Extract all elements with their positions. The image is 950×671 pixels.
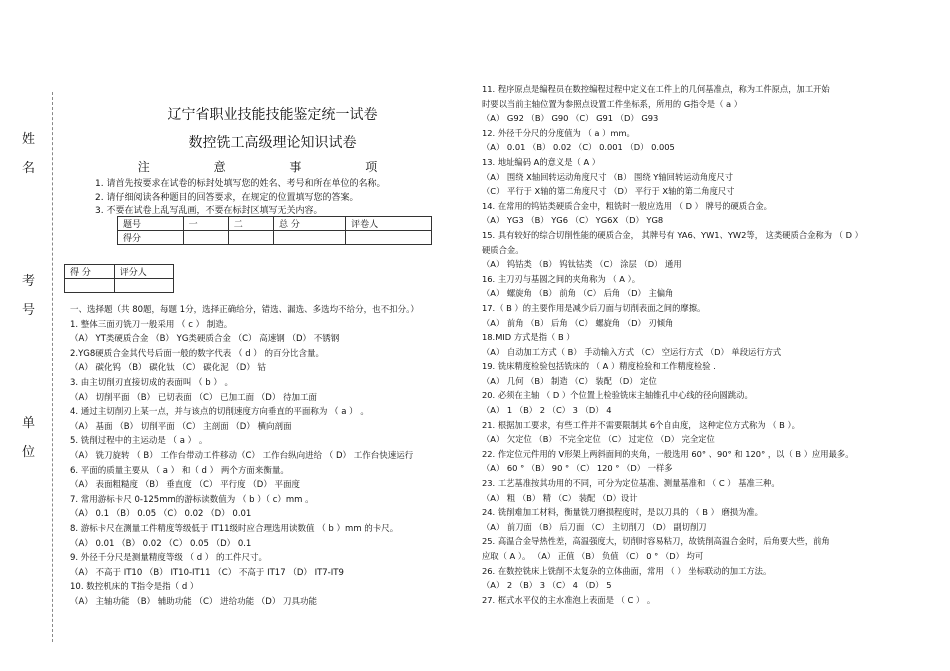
section-score-row [65, 279, 174, 293]
name-label-char1: 姓 [22, 132, 36, 147]
section-score-header: 得 分 [65, 265, 115, 279]
option-line: （A） 1 （B） 2 （C） 3 （D） 4 [482, 405, 612, 416]
option-line: （A） 前角 （B） 后角 （C） 螺旋角 （D） 刃倾角 [482, 317, 674, 328]
question-line: 15. 具有较好的综合切削性能的硬质合金， 其牌号有 YA6、YW1、YW2等， 这类硬质合金称为 （ D ） [482, 229, 863, 240]
question-line: 5. 铣削过程中的主运动是 （ a ） 。 [70, 436, 208, 447]
name-label-char2: 名 [22, 161, 36, 176]
question-line: 1. 整体三面刃铣刀一般采用 （ c ） 制造。 [70, 319, 233, 330]
exam-subtitle: 数控铣工高级理论知识试卷 [188, 135, 357, 151]
option-line: （A） YT类硬质合金 （B） YG类硬质合金 （C） 高速钢 （D） 不锈钢 [70, 334, 340, 345]
unit-label-char2: 位 [22, 445, 36, 460]
option-line: （A） 主轴功能 （B） 辅助功能 （C） 进给功能 （D） 刀具功能 [70, 596, 318, 607]
option-line: （A） 碳化钨 （B） 碳化钛 （C） 碳化泥 （D） 钴 [70, 363, 267, 374]
score-cell[interactable] [183, 231, 228, 245]
question-line: 3. 由主切削刃直接切成的表面叫 （ b ） 。 [70, 377, 234, 388]
section-score-header: 评分人 [114, 265, 173, 279]
option-line: （A） 前刀面 （B） 后刀面 （C） 主切削刀 （D） 副切削刀 [482, 521, 707, 532]
option-line: （A） 60 ° （B） 90 ° （C） 120 ° （D） 一样多 [482, 463, 673, 474]
question-line: 2.YG8硬质合金其代号后面一般的数字代表 （ d ） 的百分比含量。 [70, 348, 325, 359]
question-line: 11. 程序原点是编程员在数控编程过程中定义在工件上的几何基准点，称为工件原点，加工开始 [482, 84, 830, 94]
question-line: 应取（ A ）。 （A） 正值 （B） 负值 （C） 0 ° （D） 均可 [482, 551, 704, 561]
question-line: 27. 框式水平仪的主水准泡上表面是 （ C ） 。 [482, 594, 656, 605]
question-line: 24. 铣削难加工材料，衡量铣刀磨损程度时，是以刀具的 （ B ） 磨损为准。 [482, 507, 763, 518]
score-cell[interactable] [65, 279, 115, 293]
question-line: 25. 高温合金导热性差，高温强度大，切削时容易粘刀，故铣削高温合金时，后角要大些，前角 [482, 536, 830, 547]
section-score-header-row [65, 265, 174, 279]
question-line: 12. 外径千分尺的分度值为 （ a ）mm。 [482, 127, 635, 138]
question-line: 26. 在数控铣床上铣削不太复杂的立体曲面，常用 （ ） 坐标联动的加工方法。 [482, 565, 772, 576]
option-line: （A） 不高于 IT10 （B） IT10-IT11 （C） 不高于 IT17 （D） IT7-IT9 [70, 567, 344, 578]
option-line: （A） 围绕 X轴回转运动角度尺寸 （B） 围绕 Y轴回转运动角度尺寸 [482, 171, 734, 182]
binding-cut-line [52, 92, 53, 642]
option-line: （A） G92 （B） G90 （C） G91 （D） G93 [482, 113, 659, 124]
option-line: （A） 0.01 （B） 0.02 （C） 0.05 （D） 0.1 [70, 538, 252, 549]
question-line: 14. 在常用的钨钴类硬质合金中，粗铣时一般应选用 （ D ） 牌号的硬质合金。 [482, 200, 772, 211]
option-line: （A） 钨钴类 （B） 钨钛钴类 （C） 涂层 （D） 通用 [482, 259, 682, 270]
question-line: 10. 数控机床的 T指令是指（ d ） [70, 582, 199, 593]
notice-heading: 注 意 事 项 [137, 160, 408, 174]
exam-title: 辽宁省职业技能技能鉴定统一试卷 [167, 107, 378, 123]
score-cell[interactable] [114, 279, 173, 293]
option-line: （A） 几何 （B） 制造 （C） 装配 （D） 定位 [482, 375, 657, 386]
notice-item: 2. 请仔细阅读各种题目的回答要求，在规定的位置填写您的答案。 [95, 192, 359, 203]
score-table-header: 题号 [118, 217, 184, 231]
option-line: （A） 切削平面 （B） 已切表面 （C） 已加工面 （D） 待加工面 [70, 392, 318, 403]
option-line: （A） 基面 （B） 切削平面 （C） 主剖面 （D） 横向剖面 [70, 421, 292, 432]
score-table-row [118, 231, 432, 245]
unit-label-char1: 单 [22, 416, 36, 431]
option-line: （A） 螺旋角 （B） 前角 （C） 后角 （D） 主偏角 [482, 288, 674, 299]
question-line: 时要以当前主轴位置为参照点设置工件坐标系，所用的 G指令是（ a ） [482, 98, 743, 109]
exam-no-label-char2: 号 [22, 303, 36, 318]
score-table-row-label: 得分 [118, 231, 184, 245]
option-line: （A） 表面粗糙度 （B） 垂直度 （C） 平行度 （D） 平面度 [70, 480, 301, 491]
question-line: 16. 主刀刃与基圆之间的夹角称为 （ A ）。 [482, 273, 641, 284]
question-line: 9. 外径千分尺是测量精度等级 （ d ） 的工件尺寸。 [70, 553, 268, 564]
question-line: 7. 常用游标卡尺 0-125mm的游标读数值为 （ b ）（ c）mm 。 [70, 494, 314, 505]
option-line: （A） 粗 （B） 精 （C） 装配 （D）设计 [482, 492, 638, 503]
question-line: 6. 平面的质量主要从 （ a ） 和（ d ） 两个方面来衡量。 [70, 465, 289, 476]
section-instruction: 一、选择题（共 80题，每题 1分，选择正确给分，错选、漏选、多选均不给分，也不扣分。） [70, 305, 419, 315]
notice-item: 3. 不要在试卷上乱写乱画，不要在标封区填写无关内容。 [95, 206, 323, 216]
right-question-column [482, 82, 863, 607]
question-line: 13. 地址编码 A的意义是（ A ） [482, 156, 601, 167]
name-label [22, 128, 35, 176]
question-line: 19. 铣床精度检验包括铣床的 （ A ）精度检验和工作精度检验 . [482, 361, 716, 372]
option-line: （A） YG3 （B） YG6 （C） YG6X （D） YG8 [482, 215, 664, 226]
exam-no-label-char1: 考 [22, 274, 36, 289]
score-cell[interactable] [346, 231, 432, 245]
option-line: （A） 自动加工方式（ B） 手动输入方式 （C） 空运行方式 （D） 单段运行方式 [482, 346, 782, 357]
question-line: 23. 工艺基准按其功用的不同，可分为定位基准、测量基准和 （ C ） 基准三种。 [482, 478, 780, 489]
section-score-table [64, 264, 174, 293]
score-table-header-row [118, 217, 432, 231]
left-question-column [70, 303, 419, 609]
score-table [117, 216, 432, 245]
notice-item: 1. 请首先按要求在试卷的标封处填写您的姓名、考号和所在单位的名称。 [95, 179, 386, 189]
score-table-header: 评卷人 [346, 217, 432, 231]
option-line: （A） 铣刀旋转 （ B） 工作台带动工件移动（C） 工作台纵向进给 （ D） 工作台快速运行 [70, 450, 414, 461]
option-line: （A） 2 （B） 3 （C） 4 （D） 5 [482, 580, 612, 591]
score-table-header: 总 分 [274, 217, 346, 231]
exam-no-label [22, 270, 35, 318]
option-line: （A） 欠定位 （B） 不完全定位 （C） 过定位 （D） 完全定位 [482, 434, 715, 445]
score-table-header: 二 [228, 217, 273, 231]
question-line: 22. 作定位元件用的 V形架上两斜面间的夹角，一般选用 60° 、90° 和 120° ，以（ B ）应用最多。 [482, 448, 854, 459]
question-line: 8. 游标卡尺在测量工件精度等级低于 IT11级时应合理选用读数值 （ b ）mm 的卡尺。 [70, 523, 399, 534]
question-line: 4. 通过主切削刃上某一点，并与该点的切削速度方向垂直的平面称为 （ a ） 。 [70, 407, 369, 418]
notice-list [95, 178, 385, 219]
question-line: 18.MID 方式是指（ B ） [482, 332, 575, 343]
score-table-header: 一 [183, 217, 228, 231]
unit-label [22, 412, 35, 460]
option-line: （A） 0.1 （B） 0.05 （C） 0.02 （D） 0.01 [70, 509, 252, 520]
question-line: 17.（ B ）的主要作用是减少后刀面与切削表面之间的摩擦。 [482, 302, 706, 313]
question-line: 21. 根据加工要求，有些工件并不需要限制其 6个自由度， 这种定位方式称为 （ B ）。 [482, 419, 800, 430]
score-cell[interactable] [274, 231, 346, 245]
question-line: 硬质合金。 [482, 244, 524, 255]
option-line: （A） 0.01 （B） 0.02 （C） 0.001 （D） 0.005 [482, 142, 675, 153]
option-line: （C） 平行于 X轴的第二角度尺寸 （D） 平行于 X轴的第二角度尺寸 [482, 186, 735, 197]
score-cell[interactable] [228, 231, 273, 245]
question-line: 20. 必须在主轴 （ D ）个位置上检验铣床主轴锥孔中心线的径向圆跳动。 [482, 390, 753, 401]
